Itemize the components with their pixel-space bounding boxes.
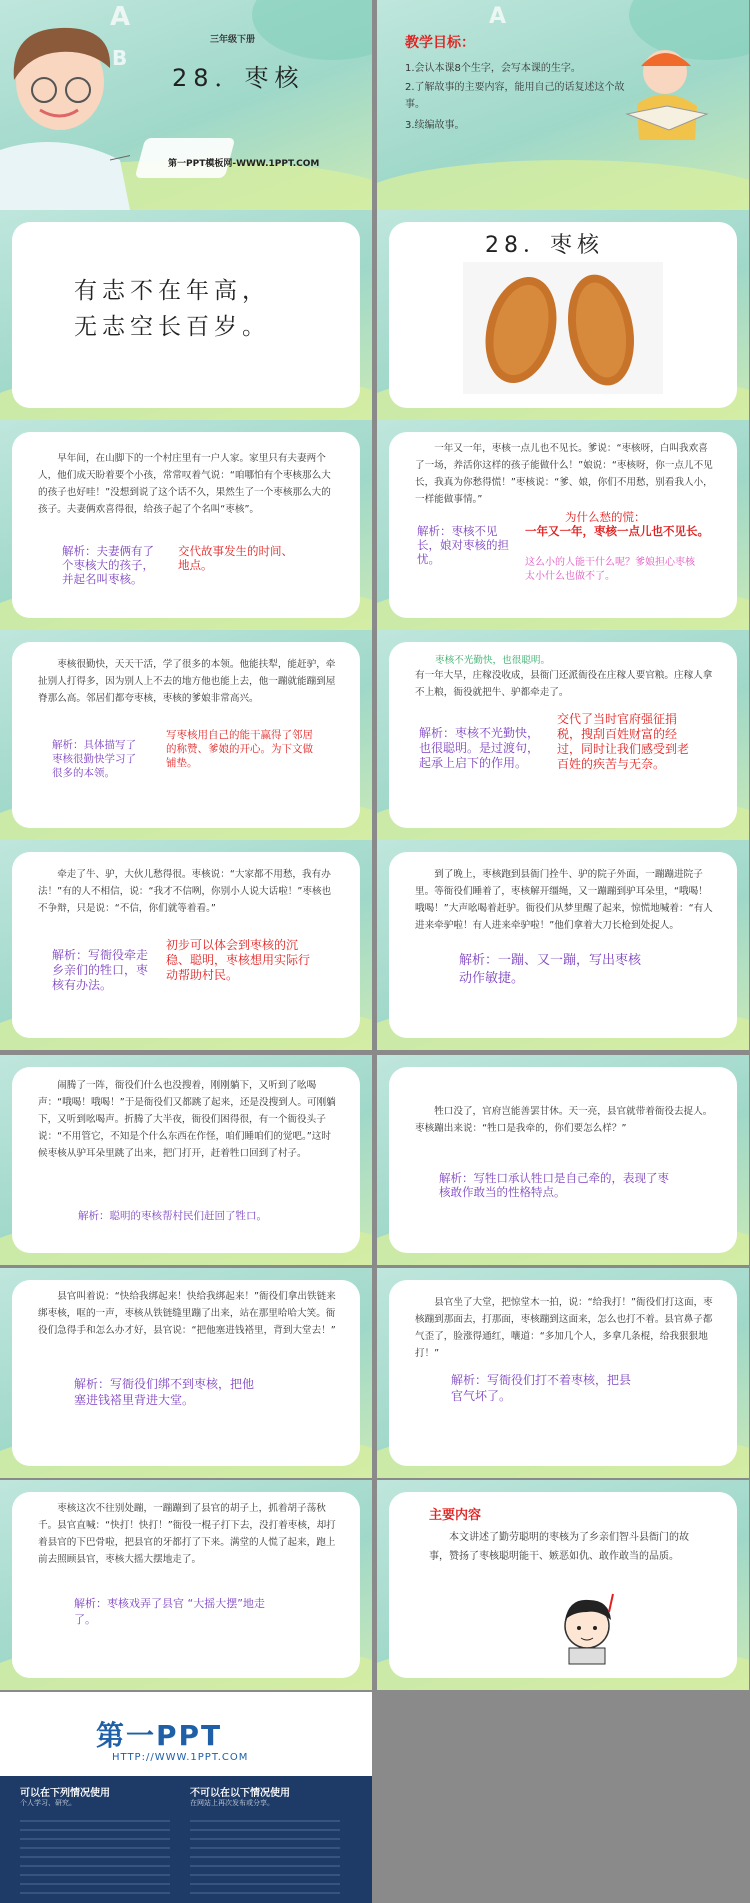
proverb-line-1: 有志不在年高，: [74, 278, 270, 304]
slide-title: [0, 0, 372, 210]
teacher-illustration: [0, 10, 130, 210]
letter-b-decoration: B: [112, 46, 128, 70]
story-text: 牵走了牛、驴，大伙儿愁得很。枣核说：“大家都不用愁，我有办法！”有的人不相信，说：“我才不信咧，你别小人说大话啦！”枣核也不争辩，只是说：“不信，你们就等着看。”: [38, 869, 332, 914]
content-card: [12, 432, 360, 618]
content-card: [12, 222, 360, 408]
story-text: 枣核很勤快，天天干活，学了很多的本领。他能扶犁，能赶驴，牵扯别人打得多，因为别人上不去的地方他也能上去，他一蹦就能蹦到屋脊那么高。邻居们都夸枣核，枣核的爹娘非常高兴。: [38, 659, 336, 704]
story-text: 牲口没了，官府岂能善罢甘休。天一亮，县官就带着衙役去捉人。枣核蹦出来说：“牲口是我牵的，你们要怎么样？”: [415, 1106, 713, 1134]
lead-sentence: 枣核不光勤快，也很聪明。: [435, 655, 551, 666]
forbidden-title: 不可以在以下情况使用: [190, 1788, 290, 1799]
analysis-note: 解析：聪明的枣核帮村民们赶回了牲口。: [78, 1210, 267, 1222]
content-card: [389, 432, 737, 618]
analysis-note: 解析：具体描写了枣核很勤快学习了很多的本领。: [52, 739, 136, 779]
content-card: [12, 1067, 360, 1253]
story-text: 有一年大旱，庄稼没收成，县衙门还派衙役在庄稼人要官粮。庄稼人拿不上粮，衙役就把牛、驴都牵走了。: [415, 670, 713, 698]
content-card: [12, 852, 360, 1038]
slide-story-10: [377, 1268, 749, 1478]
wave-decoration: [377, 160, 749, 210]
slide-story-1: [0, 420, 372, 630]
link-list-left: [20, 1820, 170, 1896]
comment-note: 交代故事发生的时间、地点。: [178, 544, 293, 572]
content-card: [389, 1280, 737, 1466]
lesson-title: 28．枣核: [172, 64, 305, 92]
comment-note: 交代了当时官府强征捐税，搜刮百姓财富的经过，同时让我们感受到老百姓的疾苦与无奈。: [557, 712, 690, 771]
answer-label: 一年又一年，枣核一点儿也不见长。: [525, 524, 709, 538]
content-card: [389, 852, 737, 1038]
story-text: 到了晚上，枣核跑到县衙门拴牛、驴的院子外面，一蹦蹦进院子里。等衙役们睡着了，枣核解开缰绳，又一蹦蹦到驴耳朵里，“哦喝！哦喝！”大声吆喝着赶驴。衙役们从梦里醒了起来，惊慌地喊着：“有人进来牵驴啦！有人进来牵驴啦！”他们拿着大刀长枪到处捉人。: [415, 869, 713, 931]
comment-note: 这么小的人能干什么呢？爹娘担心枣核太小什么也做不了。: [525, 557, 695, 582]
slide-story-2: [377, 420, 749, 630]
slide-objectives: [377, 0, 749, 210]
slide-jujube-image: [377, 210, 749, 420]
content-card: [389, 1067, 737, 1253]
slide-story-8: [377, 1055, 749, 1265]
slide-story-6: [377, 840, 749, 1050]
site-label: 第一PPT模板网-WWW.1PPT.COM: [168, 159, 320, 169]
letter-a-decoration: A: [110, 2, 131, 32]
jujube-pits-image: [463, 262, 663, 394]
brand-logo: 第一PPT: [96, 1719, 223, 1752]
story-text: 枣核这次不往别处蹦，一蹦蹦到了县官的胡子上，抓着胡子荡秋千。县官直喊：“快打！快打！”衙役一棍子打下去，没打着枣核，却打着县官的下巴骨啦，把县官的牙都打了下来。满堂的人慌了起来，跑上前去照顾县官，枣核大摇大摆地走了。: [38, 1503, 336, 1565]
letter-a-decoration: A: [489, 4, 507, 29]
comment-note: 写枣核用自己的能干赢得了邻居的称赞、爹娘的开心。为下文做铺垫。: [166, 729, 313, 769]
content-card: [12, 1280, 360, 1466]
analysis-note: 解析：枣核不光勤快，也很聪明。是过渡句，起承上启下的作用。: [419, 726, 540, 770]
slide-story-11: [0, 1480, 372, 1690]
goal-3: 3.续编故事。: [405, 120, 465, 131]
slide-story-3: [0, 630, 372, 840]
thinking-boy-illustration: [549, 1588, 629, 1668]
analysis-note: 解析：枣核不见长，娘对枣核的担忧。: [417, 524, 509, 566]
wave-decoration: [252, 0, 372, 60]
analysis-note: 解析：写牲口承认牲口是自己牵的，表现了枣核敢作敢当的性格特点。: [439, 1171, 669, 1199]
grade-label: 三年级下册: [210, 35, 256, 45]
slide-title: 28．枣核: [485, 233, 604, 258]
analysis-note: 解析：一蹦、又一蹦，写出枣核动作敏捷。: [459, 953, 642, 986]
slide-story-7: [0, 1055, 372, 1265]
slide-proverb: [0, 210, 372, 420]
analysis-note: 解析：写衙役们绑不到枣核，把他塞进钱褡里背进大堂。: [74, 1377, 255, 1407]
reading-child-illustration: [607, 44, 717, 144]
analysis-note: 解析：枣核戏弄了县官 “大摇大摆”地走了。: [74, 1597, 265, 1626]
objectives-heading: 教学目标：: [405, 35, 475, 51]
analysis-note: 解析：写衙役牵走乡亲们的牲口，枣核有办法。: [52, 948, 149, 992]
slide-story-4: [377, 630, 749, 840]
brand-url: HTTP://WWW.1PPT.COM: [112, 1752, 249, 1763]
slide-story-9: [0, 1268, 372, 1478]
story-text: 闹腾了一阵，衙役们什么也没搜着，刚刚躺下，又听到了吆喝声：“哦喝！哦喝！”于是衙役们又都跳了起来，还是没搜到人。可刚躺下，又听到吆喝声。折腾了大半夜，衙役们困得很，有一个衙役头子说：“不用管它，不知是个什么东西在作怪，咱们睡咱们的觉吧。”这时候枣核从驴耳朵里跳了出来，把门打开，赶着牲口回到了村子。: [38, 1080, 336, 1159]
content-card: [389, 222, 737, 408]
analysis-note: 解析：写衙役们打不着枣核，把县官气坏了。: [451, 1373, 632, 1403]
comment-note: 初步可以体会到枣核的沉稳、聪明，枣核想用实际行动帮助村民。: [166, 938, 311, 982]
goal-1: 1.会认本课8个生字，会写本课的生字。: [405, 63, 581, 74]
analysis-note: 解析：夫妻俩有了个枣核大的孩子，并起名叫枣核。: [62, 544, 154, 586]
slide-story-5: [0, 840, 372, 1050]
question-label: 为什么愁的慌：: [565, 510, 646, 524]
content-card: [389, 1492, 737, 1678]
goal-2: 2.了解故事的主要内容，能用自己的话复述这个故事。: [405, 82, 625, 110]
story-text: 早年间，在山脚下的一个村庄里有一户人家。家里只有夫妻两个人，他们成天盼着要个小孩，常常叹着气说：“咱哪怕有个枣核那么大的孩子也好哇！”没想到说了这个话不久，果然生了一个枣核那么大的孩子。夫妻俩欢喜得很，给孩子起了个名叫“枣核”。: [38, 453, 331, 515]
promo-slide: [0, 1692, 372, 1903]
forbidden-sub: 在网站上再次发布或分享。: [190, 1799, 274, 1807]
allowed-title: 可以在下列情况使用: [20, 1788, 110, 1799]
story-text: 县官叫着说：“快给我绑起来！快给我绑起来！”衙役们拿出铁链来绑枣核，哐的一声，枣核从铁链缝里蹦了出来，站在那里哈哈大笑。衙役们急得手和怎么办才好，县官说：“把他塞进钱褡里，背到大堂去！”: [38, 1291, 336, 1336]
allowed-sub: 个人学习、研究。: [20, 1799, 76, 1807]
story-text: 县官坐了大堂，把惊堂木一拍，说：“给我打！”衙役们打这面，枣核蹦到那面去，打那面，枣核蹦到这面来，怎么也打不着。县官鼻子都气歪了，脸涨得通红，嚷道：“多加几个人，多拿几条棍，给我狠狠地打！”: [415, 1297, 713, 1359]
summary-heading: 主要内容: [429, 1508, 482, 1523]
content-card: [12, 642, 360, 828]
slide-summary: [377, 1480, 749, 1690]
summary-text: 本文讲述了勤劳聪明的枣核为了乡亲们智斗县衙门的故事，赞扬了枣核聪明能干、嫉恶如仇、敢作敢当的品质。: [429, 1532, 689, 1562]
content-card: [389, 642, 737, 828]
usage-panel: [0, 1776, 372, 1903]
proverb-line-2: 无志空长百岁。: [74, 314, 270, 340]
story-text: 一年又一年，枣核一点儿也不见长。爹说：“枣核呀，白叫我欢喜了一场，养活你这样的孩子能做什么！”娘说：“枣核呀，你一点儿不见长，我真为你愁得慌！”枣核说：“爹、娘，你们不用愁，别看我人小，一样能做事情。”: [415, 443, 713, 505]
content-card: [12, 1492, 360, 1678]
link-list-right: [190, 1820, 340, 1896]
